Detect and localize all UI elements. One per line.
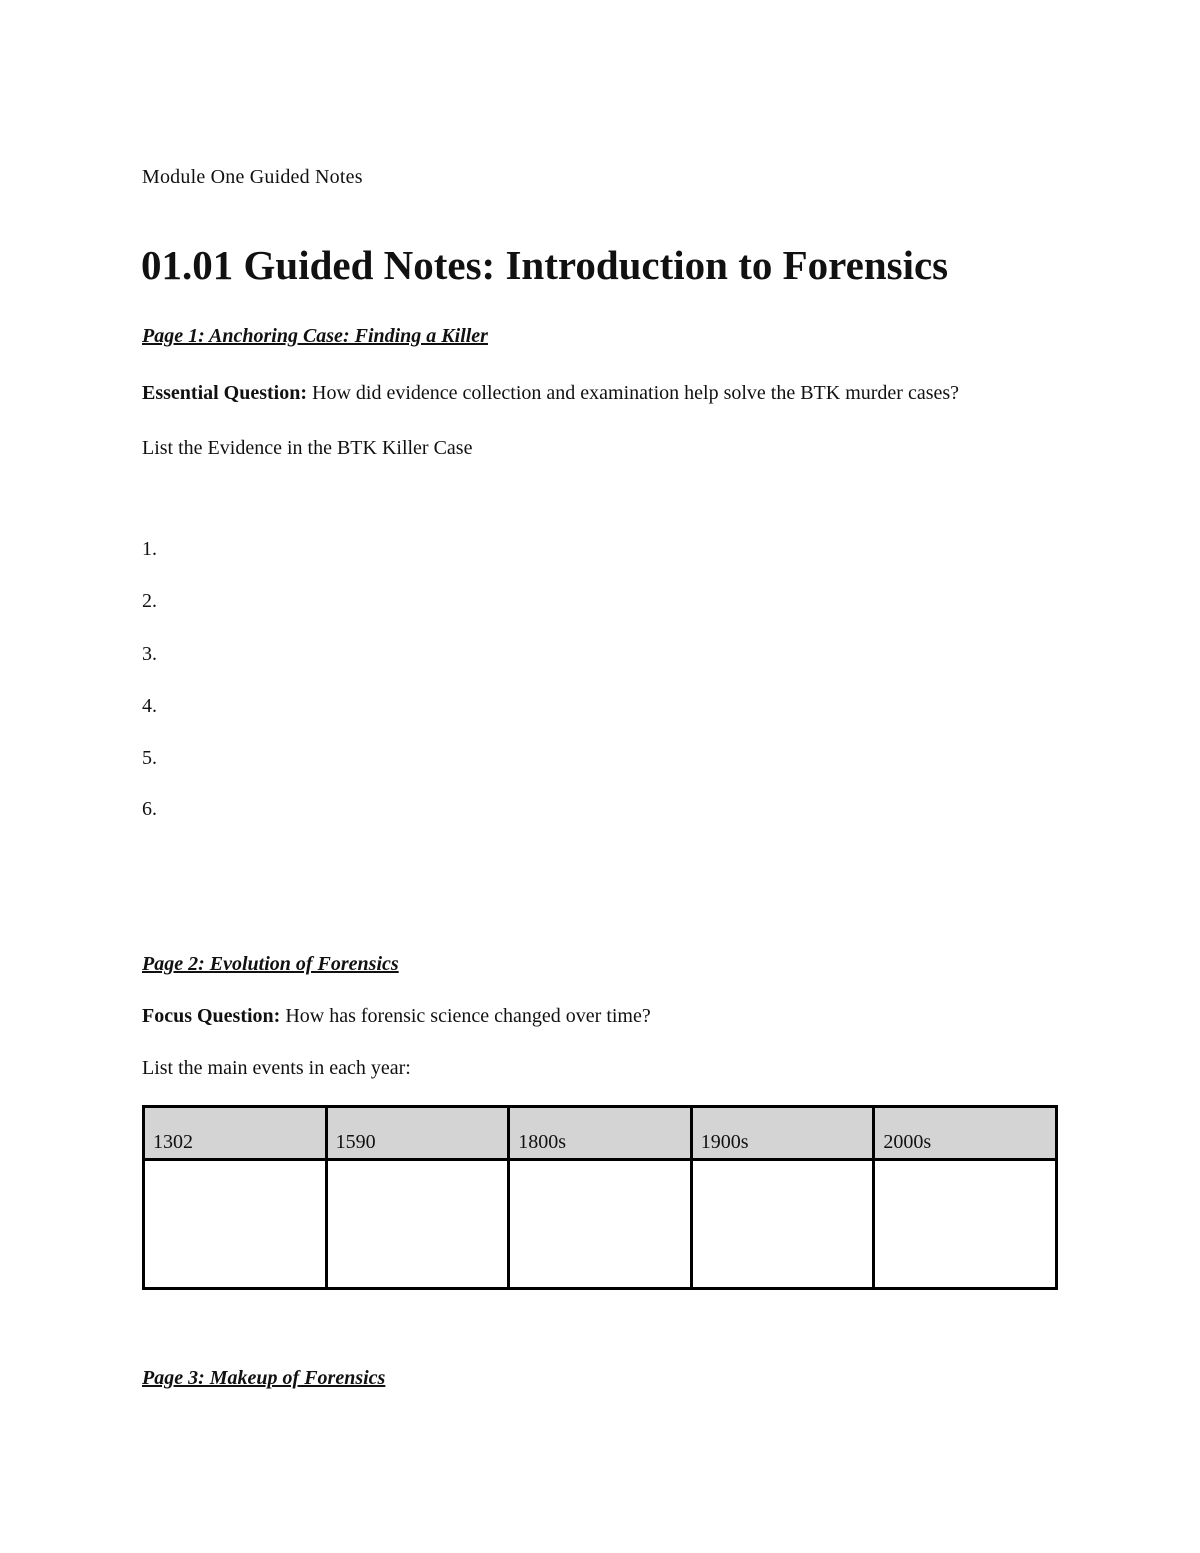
evidence-item-3: 3.	[142, 643, 157, 665]
answer-cell-1800s[interactable]	[509, 1160, 692, 1289]
timeline-answer-row	[144, 1160, 1057, 1289]
year-header-1590: 1590	[326, 1107, 509, 1160]
evidence-item-1: 1.	[142, 538, 157, 560]
evidence-item-5: 5.	[142, 747, 157, 769]
section-heading-page-3: Page 3: Makeup of Forensics	[142, 1367, 386, 1389]
year-header-1900s: 1900s	[691, 1107, 874, 1160]
evidence-list-intro: List the Evidence in the BTK Killer Case	[142, 437, 473, 459]
document-header: Module One Guided Notes	[142, 166, 363, 188]
evidence-item-6: 6.	[142, 798, 157, 820]
page-title: 01.01 Guided Notes: Introduction to Forensics	[141, 242, 949, 288]
year-header-2000s: 2000s	[874, 1107, 1057, 1160]
events-list-intro: List the main events in each year:	[142, 1057, 411, 1079]
essential-question	[142, 381, 959, 405]
timeline-header-row	[144, 1107, 1057, 1160]
answer-cell-2000s[interactable]	[874, 1160, 1057, 1289]
evidence-item-2: 2.	[142, 590, 157, 612]
focus-question-text: How has forensic science changed over time?	[285, 1005, 651, 1027]
focus-question-label: Focus Question:	[142, 1005, 281, 1027]
year-header-1800s: 1800s	[509, 1107, 692, 1160]
answer-cell-1302[interactable]	[144, 1160, 327, 1289]
timeline-table	[142, 1105, 1058, 1290]
essential-question-text: How did evidence collection and examination help solve the BTK murder cases?	[312, 382, 960, 404]
focus-question	[142, 1004, 651, 1028]
answer-cell-1900s[interactable]	[691, 1160, 874, 1289]
section-heading-page-2: Page 2: Evolution of Forensics	[142, 953, 399, 975]
essential-question-label: Essential Question:	[142, 382, 308, 404]
evidence-item-4: 4.	[142, 695, 157, 717]
section-heading-page-1: Page 1: Anchoring Case: Finding a Killer	[142, 325, 488, 347]
answer-cell-1590[interactable]	[326, 1160, 509, 1289]
year-header-1302: 1302	[144, 1107, 327, 1160]
